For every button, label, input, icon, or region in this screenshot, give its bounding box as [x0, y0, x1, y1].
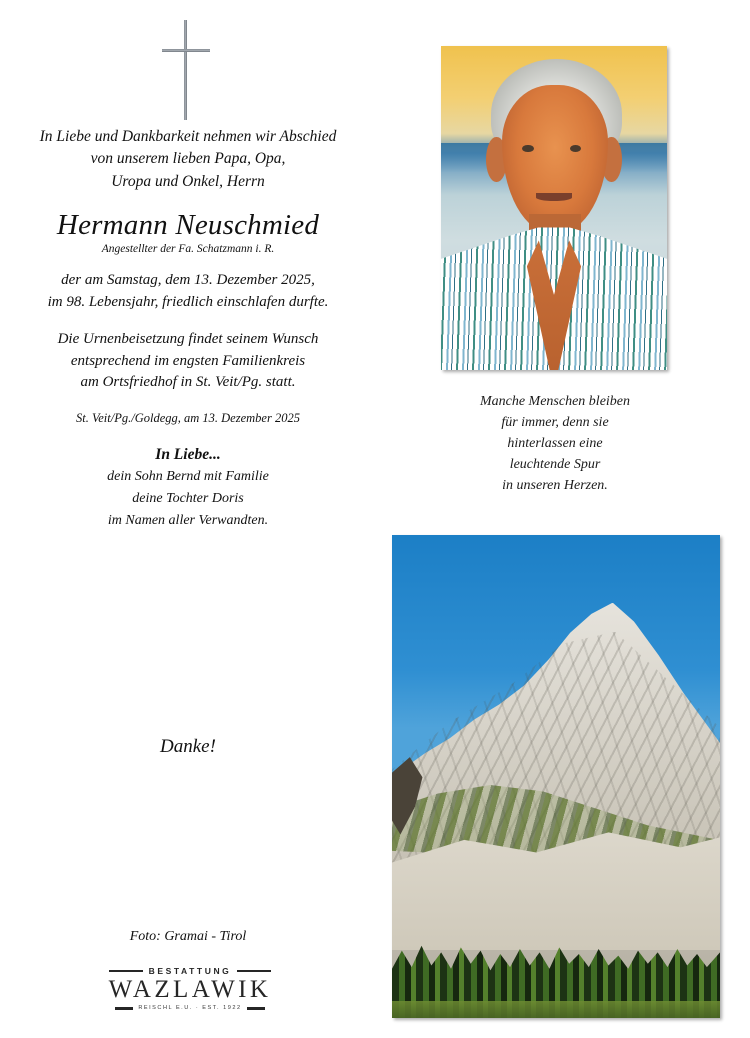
funeral-paragraph: [18, 329, 358, 394]
signature-heading: In Liebe...: [155, 446, 221, 464]
verse-line-3: hinterlassen eine: [507, 436, 603, 451]
verse-line-5: in unseren Herzen.: [502, 478, 608, 493]
lead-line-1: In Liebe und Dankbarkeit nehmen wir Abschied: [39, 128, 337, 145]
logo-subline: REISCHL E.U. · EST. 1922: [138, 1005, 242, 1011]
verse-line-2: für immer, denn sie: [501, 415, 609, 430]
signature-line-3: im Namen aller Verwandten.: [107, 512, 269, 528]
portrait-eye-right: [570, 145, 581, 152]
signature-line-1: dein Sohn Bernd mit Familie: [107, 469, 269, 485]
funeral-line-3: am Ortsfriedhof in St. Veit/Pg. statt.: [80, 374, 296, 391]
portrait-face: [502, 85, 608, 234]
portrait-photo: [441, 46, 667, 370]
family-signature: [18, 443, 358, 531]
danke-text: Danke!: [160, 736, 216, 757]
verse-line-1: Manche Menschen bleiben: [479, 394, 631, 409]
logo-rule-left: [109, 970, 143, 972]
deceased-name: Hermann Neuschmied: [56, 209, 320, 242]
funeral-line-2: entsprechend im engsten Familienkreis: [70, 352, 306, 369]
lead-line-3: Uropa und Onkel, Herrn: [111, 172, 265, 190]
death-line-2: im 98. Lebensjahr, friedlich einschlafen durfte.: [47, 294, 329, 311]
logo-bottom-row: [95, 1005, 285, 1011]
memorial-verse: [440, 391, 670, 496]
portrait-mouth: [536, 193, 572, 200]
mountain-photo: [392, 535, 720, 1018]
verse-line-4: leuchtende Spur: [509, 457, 601, 472]
logo-sub-rule-left: [115, 1007, 133, 1010]
latin-cross-icon: [160, 20, 212, 120]
logo-top-row: [95, 966, 285, 976]
funeral-line-1: Die Urnenbeisetzung findet seinem Wunsch: [57, 330, 319, 347]
place-and-date: St. Veit/Pg./Goldegg, am 13. Dezember 2025: [76, 411, 300, 426]
logo-sub-rule-right: [247, 1007, 265, 1010]
mountain-meadow: [392, 1001, 720, 1018]
photo-credit: Foto: Gramai - Tirol: [129, 929, 247, 944]
logo-name-wazlawik: WAZLAWIK: [108, 976, 272, 1003]
lead-paragraph: [18, 126, 358, 193]
cross-bar: [162, 49, 210, 52]
memorial-text-column: [18, 126, 358, 531]
deceased-occupation: Angestellter der Fa. Schatzmann i. R.: [101, 243, 275, 256]
logo-rule-right: [237, 970, 271, 972]
death-line-1: der am Samstag, dem 13. Dezember 2025,: [61, 272, 315, 289]
portrait-eye-left: [522, 145, 533, 152]
logo-word-bestattung: BESTATTUNG: [148, 966, 232, 976]
cross-stem: [184, 20, 187, 120]
lead-line-2: von unserem lieben Papa, Opa,: [90, 150, 286, 168]
signature-line-2: deine Tochter Doris: [132, 490, 244, 506]
funeral-home-logo: [95, 966, 285, 1011]
death-paragraph: [18, 270, 358, 314]
